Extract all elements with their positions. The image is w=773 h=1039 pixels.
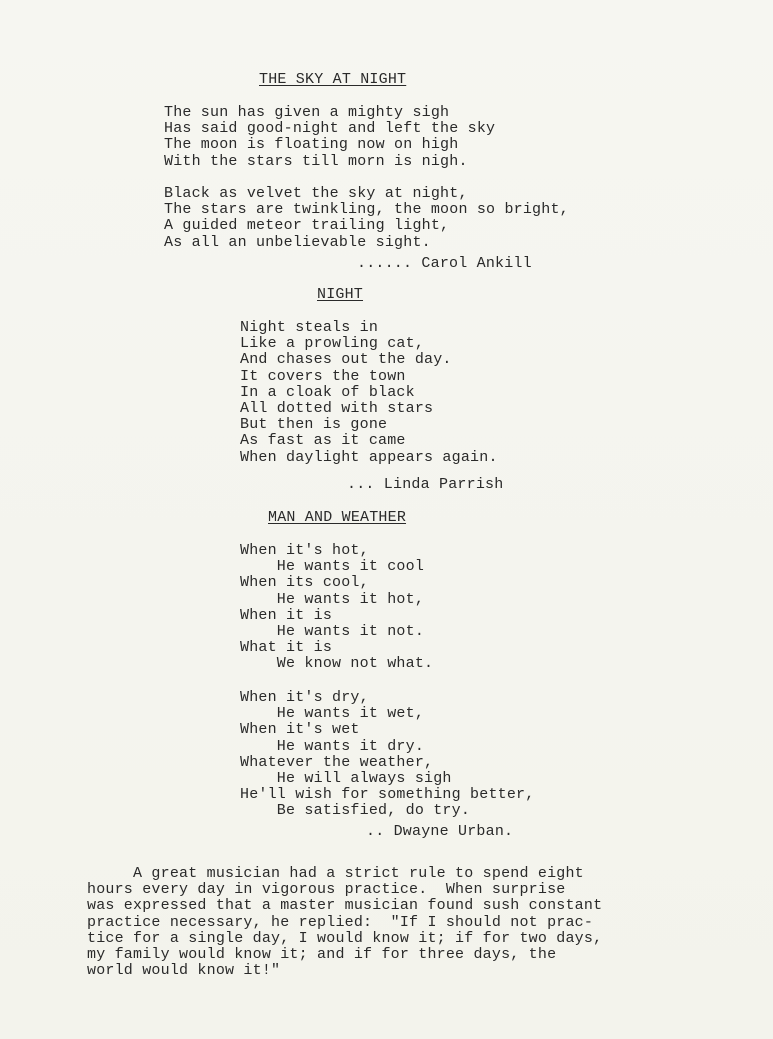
paragraph-line: my family would know it; and if for three days, the xyxy=(87,945,557,963)
poem-stanza xyxy=(164,105,495,170)
poem-title-man-and-weather: MAN AND WEATHER xyxy=(268,509,407,526)
poem-stanza xyxy=(240,543,433,673)
poem-author: .. Dwayne Urban. xyxy=(366,823,514,840)
poem-line: He'll wish for something better, xyxy=(240,786,535,804)
poem-line: But then is gone xyxy=(240,416,388,434)
poem-line: The sun has given a mighty sigh xyxy=(164,104,450,121)
poem-line: He wants it not. xyxy=(240,622,425,640)
poem-stanza xyxy=(240,690,534,820)
poem-line: It covers the town xyxy=(240,367,406,385)
poem-line: What it is xyxy=(240,639,333,657)
poem-line: The stars are twinkling, the moon so bright, xyxy=(164,201,569,219)
poem-title-night: NIGHT xyxy=(317,286,364,303)
poem-line: He will always sigh xyxy=(240,769,452,787)
poem-line: All dotted with stars xyxy=(240,399,434,417)
poem-line: The moon is floating now on high xyxy=(164,136,459,154)
poem-stanza xyxy=(240,320,498,466)
paragraph-line: world would know it!" xyxy=(87,962,281,980)
poem-line: Night steals in xyxy=(240,319,379,336)
poem-line: When it is xyxy=(240,606,333,624)
poem-line: A guided meteor trailing light, xyxy=(164,217,450,235)
poem-line: We know not what. xyxy=(240,655,434,673)
poem-line: Be satisfied, do try. xyxy=(240,802,471,820)
poem-line: Black as velvet the sky at night, xyxy=(164,185,468,202)
poem-line: He wants it wet, xyxy=(240,705,425,723)
anecdote-paragraph xyxy=(87,866,602,979)
paragraph-line: tice for a single day, I would know it; if for two days, xyxy=(87,929,603,947)
poem-author: ...... Carol Ankill xyxy=(357,255,532,272)
poem-stanza xyxy=(164,186,569,251)
poem-line: Like a prowling cat, xyxy=(240,335,425,353)
poem-line: When it's hot, xyxy=(240,542,369,559)
poem-line: When daylight appears again. xyxy=(240,448,498,466)
poem-line: Whatever the weather, xyxy=(240,753,434,771)
poem-line: As all an unbelievable sight. xyxy=(164,233,431,251)
paragraph-line: practice necessary, he replied: "If I should not prac- xyxy=(87,913,594,931)
poem-line: He wants it dry. xyxy=(240,737,425,755)
poem-line: He wants it cool xyxy=(240,558,425,576)
poem-line: He wants it hot, xyxy=(240,590,425,608)
poem-author: ... Linda Parrish xyxy=(347,476,504,493)
poem-line: When it's wet xyxy=(240,721,360,739)
poem-line: When it's dry, xyxy=(240,689,369,706)
paragraph-line: hours every day in vigorous practice. When surprise xyxy=(87,881,566,899)
poem-line: When its cool, xyxy=(240,574,369,592)
poem-line: Has said good-night and left the sky xyxy=(164,120,496,138)
paragraph-line: was expressed that a master musician found sush constant xyxy=(87,897,603,915)
poem-line: As fast as it came xyxy=(240,432,406,450)
poem-line: And chases out the day. xyxy=(240,351,452,369)
poem-title-sky-at-night: THE SKY AT NIGHT xyxy=(259,71,407,88)
poem-line: In a cloak of black xyxy=(240,383,415,401)
poem-line: With the stars till morn is nigh. xyxy=(164,152,468,170)
paragraph-line: A great musician had a strict rule to spend eight xyxy=(87,865,584,882)
